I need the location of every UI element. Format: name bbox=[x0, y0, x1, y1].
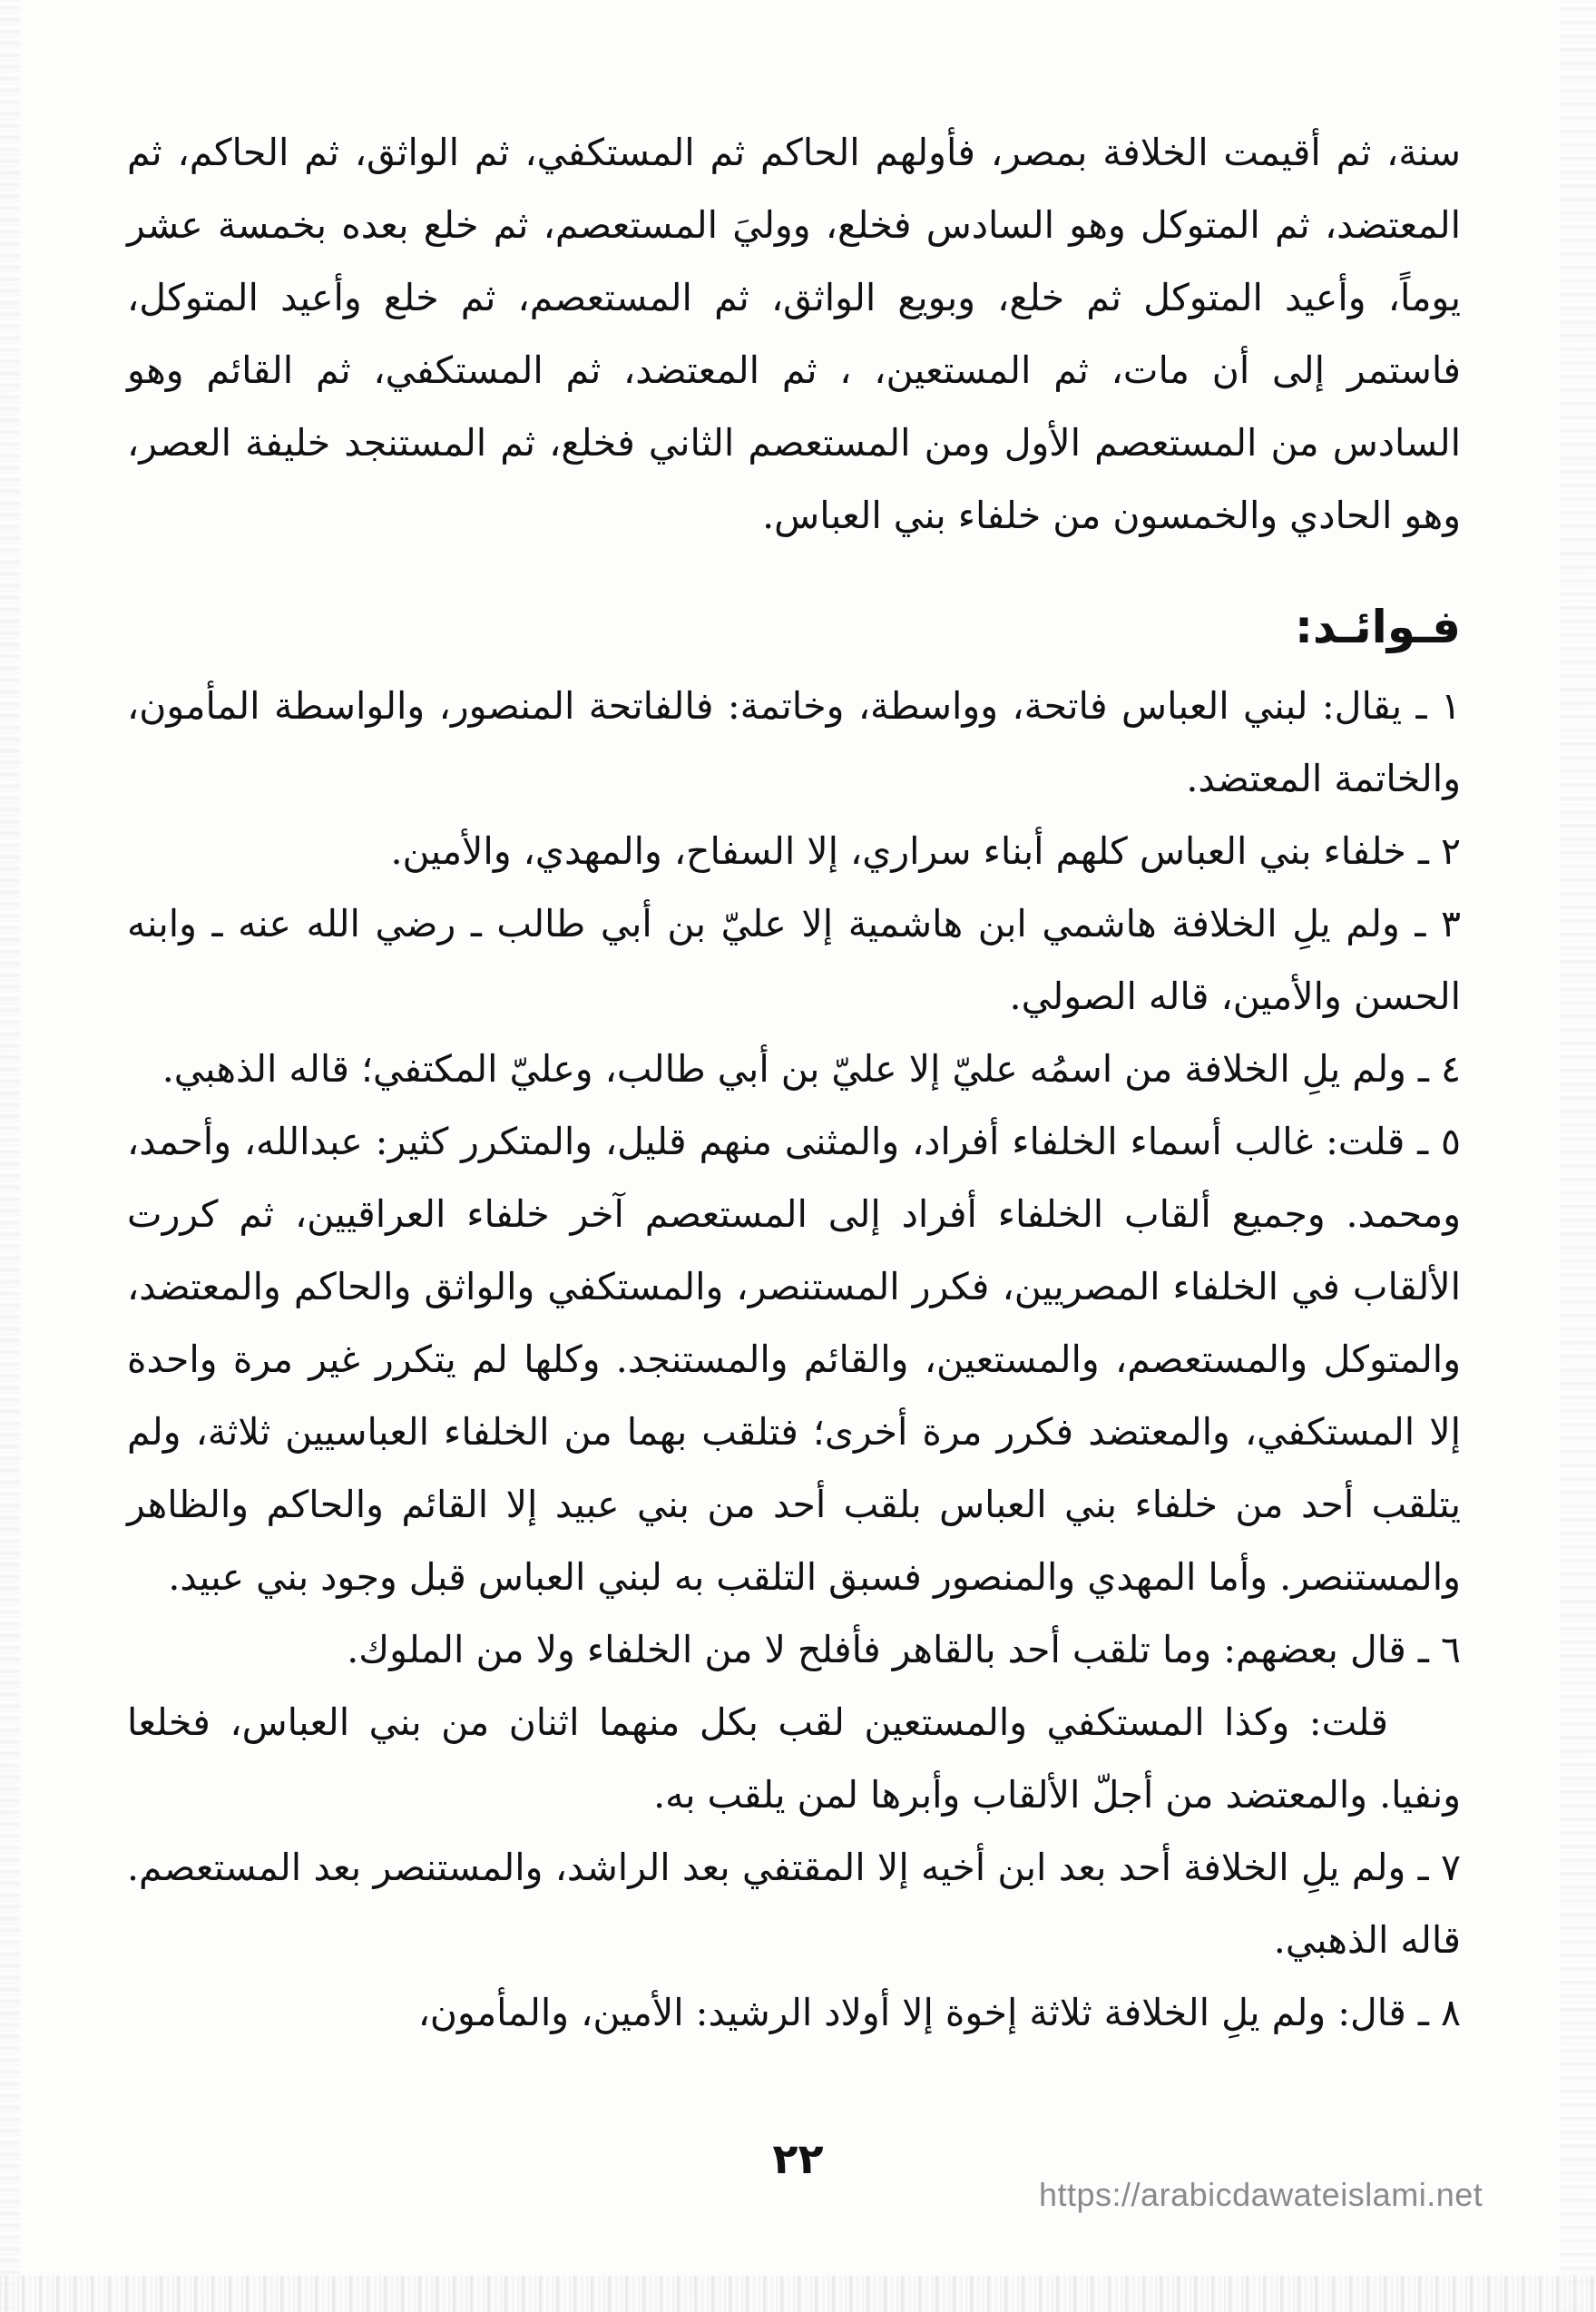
intro-paragraph: سنة، ثم أقيمت الخلافة بمصر، فأولهم الحاكم ثم المستكفي، ثم الواثق، ثم الحاكم، ثم المعتضد، ثم المتوكل وهو السادس فخلع، ووليَ المستعصم، ثم خلع بعده بخمسة عشر يوماً، وأعيد المتوكل ثم خلع، وبويع الواثق، ثم المستعصم، ثم خلع وأعيد المتوكل، فاستمر إلى أن مات، ثم المستعين، ، ثم المعتضد، ثم المستكفي، ثم القائم وهو السادس من المستعصم الأول ومن المستعصم الثاني فخلع، ثم المستنجد خليفة العصر، وهو الحادي والخمسون من خلفاء بني العباس. bbox=[127, 131, 1461, 537]
benefit-item-6-note: قلت: وكذا المستكفي والمستعين لقب بكل منهما اثنان من بني العباس، فخلعا ونفيا. والمعتضد من أجلّ الألقاب وأبرها لمن يلقب به. bbox=[127, 1700, 1461, 1817]
watermark-url: https://arabicdawateislami.net bbox=[1039, 2176, 1483, 2213]
section-heading: فـوائـد: bbox=[1294, 601, 1461, 653]
benefit-item-7: ٧ ـ ولم يلِ الخلافة أحد بعد ابن أخيه إلا المقتفي بعد الراشد، والمستنصر بعد المستعصم. قاله الذهبي. bbox=[127, 1846, 1461, 1962]
page-number: ٢٢ bbox=[772, 2134, 824, 2183]
page-body bbox=[127, 116, 1461, 2049]
benefit-item-5: ٥ ـ قلت: غالب أسماء الخلفاء أفراد، والمثنى منهم قليل، والمتكرر كثير: عبدالله، وأحمد، ومحمد. وجميع ألقاب الخلفاء أفراد إلى المستعصم آخر خلفاء العراقيين، ثم كررت الألقاب في الخلفاء المصريين، فكرر المستنصر، والمستكفي والواثق والحاكم والمعتضد، والمتوكل والمستعصم، والمستعين، والقائم والمستنجد. وكلها لم يتكرر غير مرة واحدة إلا المستكفي، والمعتضد فكرر مرة أخرى؛ فتلقب بهما من الخلفاء العباسيين ثلاثة، ولم يتلقب أحد من خلفاء بني العباس بلقب أحد من بني عبيد إلا القائم والحاكم والظاهر والمستنصر. وأما المهدي والمنصور فسبق التلقب به لبني العباس قبل وجود بني عبيد. bbox=[127, 1120, 1461, 1599]
benefit-item-2: ٢ ـ خلفاء بني العباس كلهم أبناء سراري، إلا السفاح، والمهدي، والأمين. bbox=[390, 829, 1461, 873]
benefit-item-8: ٨ ـ قال: ولم يلِ الخلافة ثلاثة إخوة إلا أولاد الرشيد: الأمين، والمأمون، bbox=[417, 1991, 1461, 2034]
benefit-item-1: ١ ـ يقال: لبني العباس فاتحة، وواسطة، وخاتمة: فالفاتحة المنصور، والواسطة المأمون، والخاتمة المعتضد. bbox=[127, 684, 1461, 800]
benefit-item-3: ٣ ـ ولم يلِ الخلافة هاشمي ابن هاشمية إلا عليّ بن أبي طالب ـ رضي الله عنه ـ وابنه الحسن والأمين، قاله الصولي. bbox=[127, 902, 1461, 1018]
scan-edge-left bbox=[0, 0, 20, 2312]
benefit-item-4: ٤ ـ ولم يلِ الخلافة من اسمُه عليّ إلا عليّ بن أبي طالب، وعليّ المكتفي؛ قاله الذهبي. bbox=[162, 1047, 1461, 1091]
scan-edge-right bbox=[1560, 0, 1596, 2312]
benefit-item-6: ٦ ـ قال بعضهم: وما تلقب أحد بالقاهر فأفلح لا من الخلفاء ولا من الملوك. bbox=[347, 1628, 1461, 1671]
scan-edge-bottom bbox=[0, 2276, 1596, 2312]
